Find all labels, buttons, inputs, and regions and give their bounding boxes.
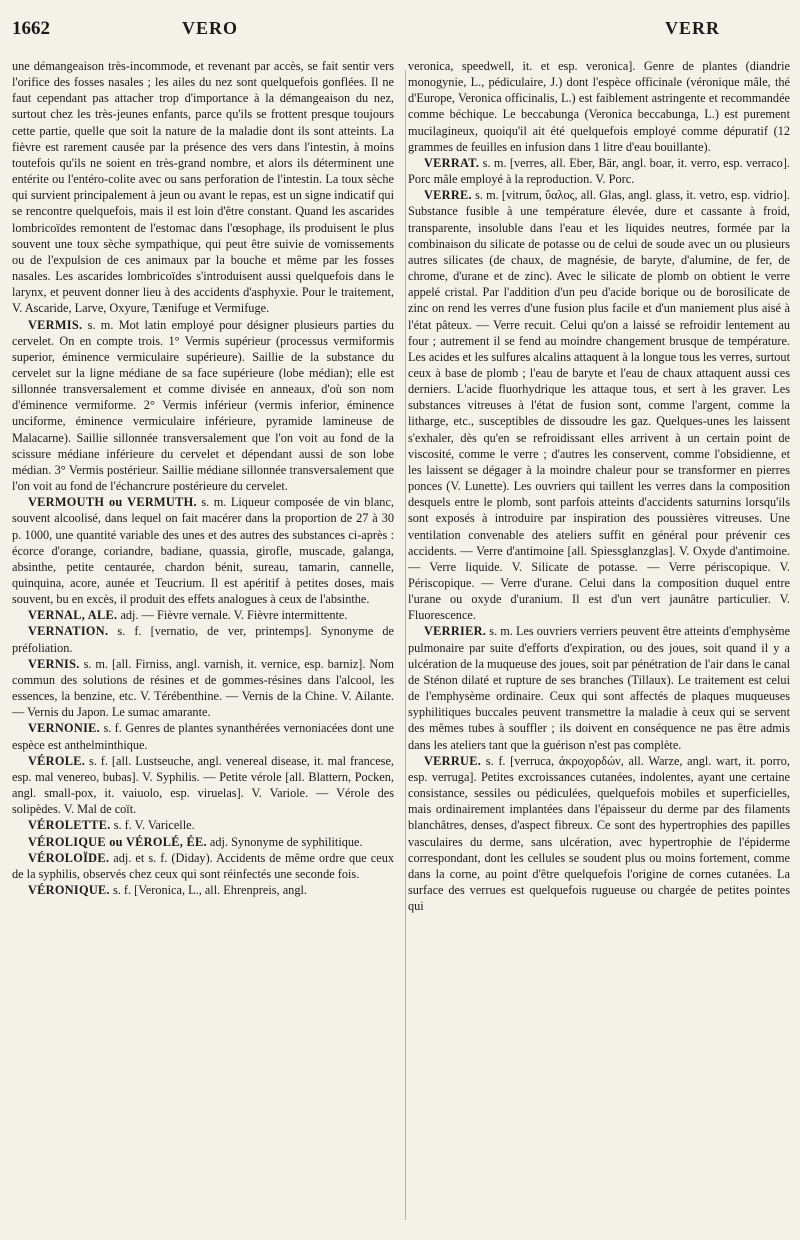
dictionary-entry	[12, 882, 394, 898]
dictionary-entry	[12, 623, 394, 655]
entry-text: s. f. Genres de plantes synanthérées vernoniacées dont une espèce est anthelminthique.	[12, 721, 394, 752]
entry-text: adj. Synonyme de syphilitique.	[209, 834, 363, 849]
entry-headword: VERRUE.	[424, 753, 482, 768]
dictionary-entry	[12, 753, 394, 818]
dictionary-entry: veronica, speedwell, it. et esp. veronica]. Genre de plantes (diandrie monogynie, L., pédiculaire, J.) dont l'espèce officinale (véronique mâle, thé d'Europe, Veronica officinalis, L.) est faiblement astringente et recommandée comme béchique. Le beccabunga (Veronica beccabunga, L.) est purement mucilagineux, quoiqu'il ait été quelquefois employé comme dépuratif (12 grammes de feuilles en infusion dans 1 litre d'eau bouillante).	[408, 59, 790, 154]
dictionary-entry	[12, 834, 394, 850]
dictionary-entry	[408, 155, 790, 187]
entry-text: s. m. Liqueur composée de vin blanc, souvent alcoolisé, dans lequel on fait macérer dans la proportion de 27 à 30 p. 1000, une quantité variable des unes et des autres des substances ci-après : écorce d'orange, coriandre, badiane, quassia, girofle, muscade, galanga, absinthe, petite centaurée, chardon bénit, sureau, tamarin, cannelle, quinquina, acore, aunée et Teucrium. Il est apéritif à petites doses, mais souvent, bu en excès, il produit des effets analogues à ceux de l'absinthe.	[12, 495, 394, 607]
entry-text: adj. — Fièvre vernale. V. Fièvre intermittente.	[120, 608, 348, 623]
right-guide-word: VERR	[664, 18, 720, 38]
entry-text: s. f. V. Varicelle.	[113, 818, 195, 833]
page-number: 1662	[12, 18, 50, 39]
entry-headword: VÉROLOÏDE.	[28, 850, 110, 865]
column-divider	[405, 70, 406, 1220]
entry-headword: VERMOUTH ou VERMUTH.	[28, 495, 197, 510]
entry-headword: VERRIER.	[424, 624, 487, 639]
left-guide-word: VERO	[182, 18, 239, 38]
entry-text: s. m. Les ouvriers verriers peuvent être atteints d'emphysème pulmonaire par suite d'efforts d'expiration, ou des joues, soit quand il y a ulcération de la muqueuse des joues, soit par pénétration de l'air dans le canal de Sténon dilaté et rupture de ses branches (Tillaux). Le traitement est celui de l'emphysème ordinaire. Ceux qui sont affectés de plaques muqueuses syphilitiques buccales peuvent transmettre la maladie à ceux qui se servent des mêmes tubes à souffler ; ils doivent en conséquence ne pas être admis dans les ateliers tant que la guérison n'est pas complète.	[408, 624, 790, 752]
dictionary-entry	[408, 623, 790, 752]
left-column	[12, 58, 394, 914]
text-columns	[12, 58, 790, 914]
entry-text: s. m. [verres, all. Eber, Bär, angl. boar, it. verro, esp. verraco]. Porc mâle employé à la reproduction. V. Porc.	[408, 155, 790, 187]
entry-headword: VÉROLETTE.	[28, 818, 111, 833]
dictionary-entry	[12, 494, 394, 607]
dictionary-entry	[408, 753, 790, 915]
entry-headword: VÉROLE.	[28, 753, 86, 768]
dictionary-entry	[12, 656, 394, 721]
entry-text: s. f. [Veronica, L., all. Ehrenpreis, angl.	[113, 882, 307, 897]
entry-text: s. m. Mot latin employé pour désigner plusieurs parties du cervelet. On en compte trois. 1° Vermis supérieur (processus vermiformis superior, éminence vermiculaire supérieure). Saillie de la substance du cervelet sur la ligne médiane de sa face supérieure (lobe médian); elle est sillonnée transversalement et comme divisée en anneaux, d'où son nom d'éminence vermiforme. 2° Vermis inférieur (vermis inferior, éminence unciforme, éminence vermiculaire inférieure, pyramide lamineuse de Malacarne). Saillie sillonnée transversalement que l'on voit au fond de la scissure médiane inférieure du cervelet et dépendant aussi de son lobe médian. 3° Vermis postérieur. Saillie médiane sillonnée transversalement que l'on voit au fond de l'échancrure postérieure du cervelet.	[12, 317, 394, 494]
dictionary-entry	[12, 817, 394, 833]
entry-headword: VÉRONIQUE.	[28, 882, 110, 897]
entry-headword: VERRAT.	[424, 155, 480, 170]
entry-headword: VERMIS.	[28, 317, 83, 332]
entry-headword: VERNATION.	[28, 624, 109, 639]
entry-text: s. m. [vitrum, ὕαλος, all. Glas, angl. glass, it. vetro, esp. vidrio]. Substance fusible à une température élevée, dure et cassante à froid, transparente, insoluble dans l'eau et les liquides neutres, formée par la combinaison du silicate de potasse ou de celui de soude avec un ou plusieurs autres silicates (de chaux, de magnésie, de baryte, d'alumine, de fer, de chrome, d'urane et de zinc). Avec le silicate de plomb on obtient le verre appelé cristal. Par l'addition d'un peu d'acide borique ou de borosilicate de zinc on rend les verres d'une fusion plus facile et d'un maniement plus aisé à l'état pâteux. — Verre recuit. Celui qu'on a laissé se refroidir lentement au four ; autrement il se fend au moindre changement brusque de température. Les acides et les sulfures alcalins attaquent à la longue tous les verres, surtout ceux à base de plomb ; l'eau de baryte et l'eau de chaux attaquent aussi ces derniers. L'acide fluorhydrique les attaque tous, et sert à les graver. Les substances vitreuses à l'état de fusion sont, comme l'argent, comme la litharge, etc., susceptibles de dissoudre les gaz. Quelques-unes les laissent s'exhaler, dès qu'en se refroidissant elles arrivent à un certain point de viscosité, comme le verre ; d'autres les conservent, comme l'obsidienne, et les laissent se dégager à la moindre chaleur pour se transformer en pierres ponces (V. Lunette). Les ouvriers qui taillent les verres dans la composition desquels entre le plomb, sont parfois atteints d'accidents saturnins lorsqu'ils sont exposés à introduire par inspiration des poussières vitreuses. Une ventilation convenable des ateliers suffit en général pour prévenir ces accidents. — Verre d'antimoine [all. Spiessglanzglas]. V. Oxyde d'antimoine. — Verre liquide. V. Silicate de potasse. — Verre périscopique. V. Périscopique. — Verre d'urane. Celui dans la composition duquel entre l'urane ou oxyde d'uranium. Il est d'un vert jaunâtre particulier. V. Fluorescence.	[408, 188, 790, 623]
dictionary-entry	[12, 607, 394, 623]
entry-headword: VERRE.	[424, 188, 472, 203]
entry-text: adj. et s. f. (Diday). Accidents de même ordre que ceux de la syphilis, observés chez ceux qui sont réinfectés une seconde fois.	[12, 850, 394, 881]
right-column	[408, 58, 790, 914]
entry-text: s. f. [all. Lustseuche, angl. venereal disease, it. mal francese, esp. mal venereo, bubas]. V. Syphilis. — Petite vérole [all. Blattern, Pocken, angl. small-pox, it. vaiuolo, esp. viruelas]. V. Variole. — Vérole des solipèdes. V. Mal de coït.	[12, 753, 394, 817]
dictionary-entry: une démangeaison très-incommode, et revenant par accès, se fait sentir vers l'orifice des fosses nasales ; les ailes du nez sont quelquefois gonflées. Il ne faut cependant pas attacher trop d'importance à la démangeaison du nez, surtout chez les très-jeunes enfants, parce qu'ils se frottent presque toujours cette partie, quelle que soit la nature de la maladie dont ils sont atteints. La fièvre est rarement causée par la présence des vers dans l'intestin, à moins toutefois qu'ils ne soient en très-grand nombre, et alors ils déterminent une entérite ou l'entéro-colite avec ou sans perforation de l'intestin. La toux sèche qui survient principalement à jeun ou avant le repas, est un signe indicatif qui se rencontre quelquefois, mais il est loin d'être constant. Quand les ascarides lombricoïdes remontent de l'estomac dans l'œsophage, ils produisent le plus souvent une toux sèche sympathique, qui peut être suivie de vomissements ou de l'expulsion de ces animaux par la bouche et même par les fosses nasales. Les ascarides lombricoïdes s'introduisent aussi quelquefois dans le larynx, et peuvent donner lieu à des accidents d'asphyxie. Pour le traitement, V. Ascaride, Larve, Oxyure, Tænifuge et Vermifuge.	[12, 59, 394, 316]
running-header	[12, 18, 790, 58]
entry-text: s. f. [vernatio, de ver, printemps]. Synonyme de préfoliation.	[12, 624, 394, 655]
dictionary-entry	[408, 187, 790, 623]
dictionary-entry	[12, 317, 394, 495]
entry-headword: VERNONIE.	[28, 721, 101, 736]
entry-headword: VÉROLIQUE ou VÉROLÉ, ÉE.	[28, 834, 207, 849]
dictionary-entry	[12, 850, 394, 882]
entry-headword: VERNIS.	[28, 656, 80, 671]
entry-text: s. f. [verruca, ἀκροχορδών, all. Warze, angl. wart, it. porro, esp. verruga]. Petites excroissances cutanées, indolentes, ayant une certaine consistance, sessiles ou pédiculées, quelquefois mobiles et superficielles, mais ordinairement implantées dans l'épaisseur du derme par des filaments blanchâtres, denses, d'aspect fibreux. Ce sont des hypertrophies des papilles vasculaires du derme, sans ulcération, avec hypertrophie de l'épiderme correspondant, dont les cellules se soudent plus ou moins fortement, comme dans la corne, au point d'être quelquefois l'origine de cornes cutanées. La surface des verrues est quelquefois rugueuse ou chargée de petites pointes qui	[408, 753, 790, 914]
dictionary-entry	[12, 720, 394, 752]
entry-headword: VERNAL, ALE.	[28, 608, 118, 623]
entry-text: s. m. [all. Firniss, angl. varnish, it. vernice, esp. barniz]. Nom commun des solutions de résines et de gommes-résines dans l'alcool, les essences, la benzine, etc. V. Térébenthine. — Vernis de la Chine. V. Ailante. — Vernis du Japon. Le sumac amarante.	[12, 656, 395, 720]
